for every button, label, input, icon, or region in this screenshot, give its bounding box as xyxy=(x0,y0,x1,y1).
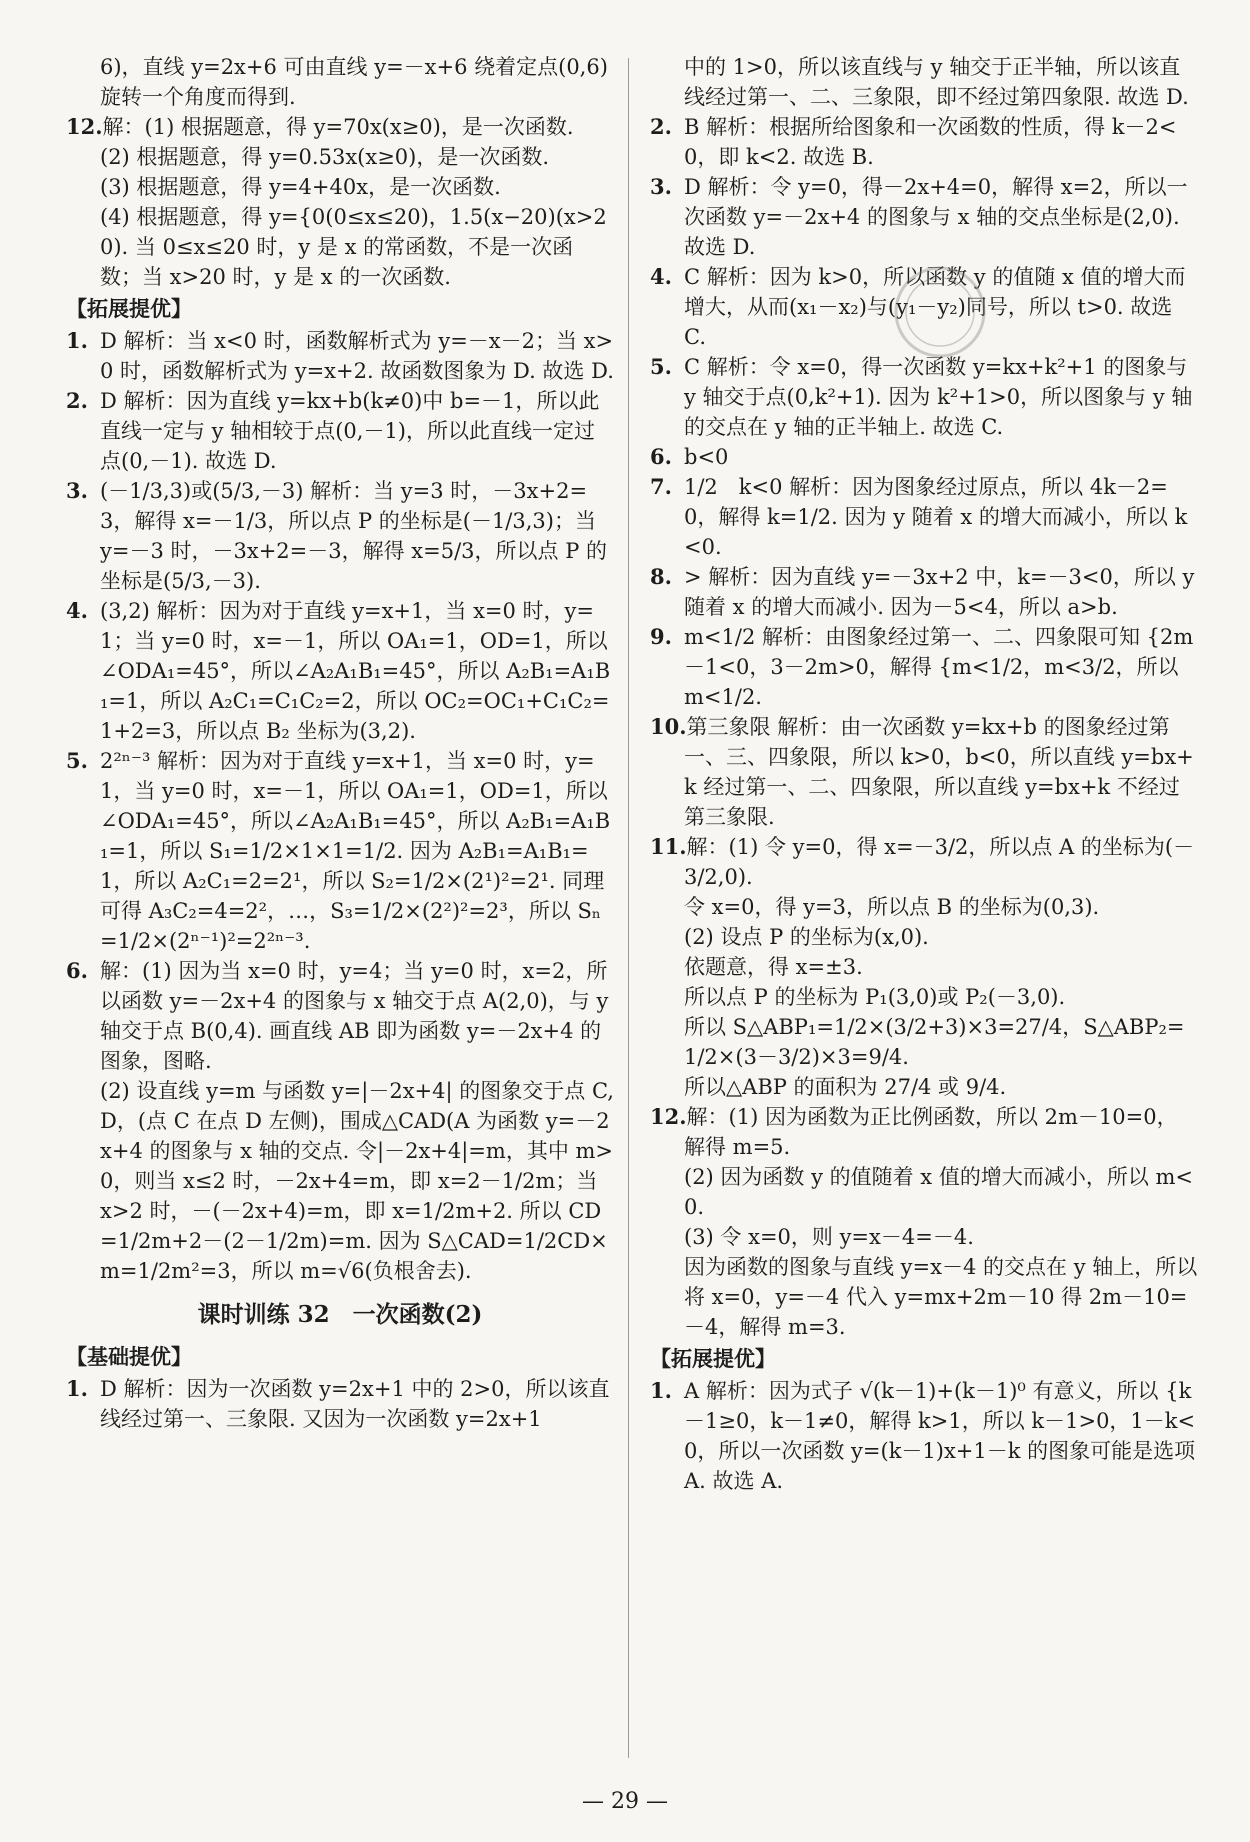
section-heading: 【拓展提优】 xyxy=(650,1346,776,1371)
section-heading: 【基础提优】 xyxy=(66,1344,192,1369)
answer-paragraph xyxy=(66,596,614,746)
answer-paragraph xyxy=(66,112,614,142)
answer-paragraph xyxy=(66,142,614,172)
answer-text: 解：(1) 因为函数为正比例函数，所以 2m－10=0，解得 m=5. xyxy=(684,1105,1178,1159)
item-number: 12. xyxy=(650,1104,687,1129)
answer-text: 所以 S△ABP₁=1/2×(3/2+3)×3=27/4，S△ABP₂=1/2×(3－3/2)×3=9/4. xyxy=(684,1015,1185,1069)
section-title: 课时训练 32 一次函数(2) xyxy=(197,1301,483,1328)
answer-text: 所以点 P 的坐标为 P₁(3,0)或 P₂(－3,0). xyxy=(684,985,1066,1009)
answer-paragraph xyxy=(66,1076,614,1286)
answer-paragraph xyxy=(650,1072,1198,1102)
answer-paragraph xyxy=(650,1102,1198,1162)
answer-paragraph xyxy=(650,1252,1198,1342)
page-number: — 29 — xyxy=(582,1789,668,1814)
answer-text: 因为函数的图象与直线 y=x－4 的交点在 y 轴上，所以将 x=0，y=－4 代入 y=mx+2m－10 得 2m－10=－4，解得 m=3. xyxy=(684,1255,1198,1339)
answer-text: 解：(1) 令 y=0，得 x=－3/2，所以点 A 的坐标为(－3/2,0). xyxy=(684,835,1195,889)
answer-text: 解：(1) 因为当 x=0 时，y=4；当 y=0 时，x=2，所以函数 y=－2x+4 的图象与 x 轴交于点 A(2,0)，与 y 轴交于点 B(0,4). 画直线 AB 即为函数 y=－2x+4 的图象，图略. xyxy=(100,959,609,1073)
stamp-seal xyxy=(880,262,1000,362)
answer-paragraph xyxy=(650,562,1198,622)
answer-text: (2) 根据题意，得 y=0.53x(x≥0)，是一次函数. xyxy=(100,145,550,169)
answer-text: (3,2) 解析：因为对于直线 y=x+1，当 x=0 时，y=1；当 y=0 时，x=－1，所以 OA₁=1，OD=1，所以∠ODA₁=45°，所以∠A₂A₁B₁=45°，所以 A₂B₁=A₁B₁=1，所以 A₂C₁=C₁C₂=2，所以 OC₂=OC₁+C₁C₂=1+2=3，所以点 B₂ 坐标为(3,2). xyxy=(100,599,611,743)
answer-text: D 解析：因为直线 y=kx+b(k≠0)中 b=－1，所以此直线一定与 y 轴相较于点(0,－1)，所以此直线一定过点(0,－1). 故选 D. xyxy=(100,389,600,473)
item-number: 7. xyxy=(650,474,672,499)
answer-paragraph xyxy=(650,712,1198,832)
item-number: 10. xyxy=(650,714,687,739)
answer-text: (4) 根据题意，得 y={0(0≤x≤20)，1.5(x−20)(x>20). 当 0≤x≤20 时，y 是 x 的常函数，不是一次函数；当 x>20 时，y 是 x 的一次函数. xyxy=(100,205,607,289)
answer-paragraph xyxy=(650,1162,1198,1222)
item-number: 1. xyxy=(66,1376,88,1401)
item-number: 12. xyxy=(66,114,103,139)
answer-paragraph xyxy=(650,1012,1198,1072)
answer-text: > 解析：因为直线 y=－3x+2 中，k=－3<0，所以 y 随着 x 的增大而减小. 因为－5<4，所以 a>b. xyxy=(684,565,1195,619)
item-number: 4. xyxy=(650,264,672,289)
answer-text: D 解析：令 y=0，得－2x+4=0，解得 x=2，所以一次函数 y=－2x+4 的图象与 x 轴的交点坐标是(2,0). 故选 D. xyxy=(684,175,1188,259)
answer-text: b<0 xyxy=(684,445,729,469)
answer-paragraph xyxy=(66,202,614,292)
item-number: 5. xyxy=(650,354,672,379)
answer-paragraph xyxy=(650,52,1198,112)
item-number: 3. xyxy=(650,174,672,199)
answer-text: 依题意，得 x=±3. xyxy=(684,955,863,979)
item-number: 9. xyxy=(650,624,672,649)
answer-paragraph xyxy=(650,982,1198,1012)
answer-text: (3) 令 x=0，则 y=x－4=－4. xyxy=(684,1225,974,1249)
answer-paragraph xyxy=(650,1376,1198,1496)
answer-paragraph xyxy=(66,746,614,956)
column-divider xyxy=(628,58,629,1758)
item-number: 1. xyxy=(650,1378,672,1403)
answer-paragraph xyxy=(66,1374,614,1434)
answer-text: 中的 1>0，所以该直线与 y 轴交于正半轴，所以该直线经过第一、二、三象限，即不经过第四象限. 故选 D. xyxy=(684,55,1189,109)
answer-paragraph xyxy=(650,442,1198,472)
answer-text: 第三象限 解析：由一次函数 y=kx+b 的图象经过第一、三、四象限，所以 k>0，b<0，所以直线 y=bx+k 经过第一、二、四象限，所以直线 y=bx+k 不经过第三象限. xyxy=(684,715,1194,829)
item-number: 2. xyxy=(66,388,88,413)
answer-paragraph xyxy=(650,892,1198,922)
answer-text: D 解析：因为一次函数 y=2x+1 中的 2>0，所以该直线经过第一、三象限. 又因为一次函数 y=2x+1 xyxy=(100,1377,610,1431)
answer-paragraph xyxy=(650,112,1198,172)
item-number: 2. xyxy=(650,114,672,139)
answer-paragraph xyxy=(66,386,614,476)
answer-paragraph xyxy=(650,952,1198,982)
item-number: 4. xyxy=(66,598,88,623)
answer-paragraph xyxy=(650,172,1198,262)
answer-paragraph xyxy=(650,472,1198,562)
answer-paragraph xyxy=(66,476,614,596)
item-number: 6. xyxy=(650,444,672,469)
answer-text: 1/2 k<0 解析：因为图象经过原点，所以 4k－2=0，解得 k=1/2. 因为 y 随着 x 的增大而减小，所以 k<0. xyxy=(684,475,1188,559)
answer-paragraph xyxy=(66,326,614,386)
answer-text: 解：(1) 根据题意，得 y=70x(x≥0)，是一次函数. xyxy=(102,115,574,139)
item-number: 6. xyxy=(66,958,88,983)
answer-text: A 解析：因为式子 √(k－1)+(k－1)⁰ 有意义，所以 {k－1≥0，k－1≠0，解得 k>1，所以 k－1>0，1－k<0，所以一次函数 y=(k－1)x+1－k 的图象可能是选项 A. 故选 A. xyxy=(684,1379,1196,1493)
item-number: 1. xyxy=(66,328,88,353)
answer-text: 所以△ABP 的面积为 27/4 或 9/4. xyxy=(684,1075,1007,1099)
answer-text: (3) 根据题意，得 y=4+40x，是一次函数. xyxy=(100,175,501,199)
answer-paragraph xyxy=(650,352,1198,442)
answer-text: (－1/3,3)或(5/3,－3) 解析：当 y=3 时，－3x+2=3，解得 x=－1/3，所以点 P 的坐标是(－1/3,3)；当 y=－3 时，－3x+2=－3，解得 x=5/3，所以点 P 的坐标是(5/3,－3). xyxy=(100,479,608,593)
answer-text: 6)，直线 y=2x+6 可由直线 y=－x+6 绕着定点(0,6)旋转一个角度而得到. xyxy=(100,55,608,109)
answer-text: C 解析：因为 k>0，所以函数 y 的值随 x 值的增大而增大，从而(x₁－x₂)与(y₁－y₂)同号，所以 t>0. 故选 C. xyxy=(684,265,1186,349)
answer-paragraph xyxy=(66,52,614,112)
item-number: 5. xyxy=(66,748,88,773)
answer-text: C 解析：令 x=0，得一次函数 y=kx+k²+1 的图象与 y 轴交于点(0,k²+1). 因为 k²+1>0，所以图象与 y 轴的交点在 y 轴的正半轴上. 故选 C. xyxy=(684,355,1193,439)
item-number: 8. xyxy=(650,564,672,589)
answer-paragraph xyxy=(650,622,1198,712)
answer-paragraph xyxy=(650,1222,1198,1252)
answer-text: (2) 设直线 y=m 与函数 y=|－2x+4| 的图象交于点 C,D，(点 C 在点 D 左侧)，围成△CAD(A 为函数 y=－2x+4 的图象与 x 轴的交点. 令|－2x+4|=m，其中 m>0，则当 x≤2 时，－2x+4=m，即 x=2－1/2m；当 x>2 时，－(－2x+4)=m，即 x=1/2m+2. 所以 CD=1/2m+2－(2－1/2m)=m. 因为 S△CAD=1/2CD×m=1/2m²=3，所以 m=√6(负根舍去). xyxy=(100,1079,614,1283)
answer-paragraph xyxy=(650,922,1198,952)
item-number: 3. xyxy=(66,478,88,503)
answer-text: B 解析：根据所给图象和一次函数的性质，得 k－2<0，即 k<2. 故选 B. xyxy=(684,115,1177,169)
answer-text: (2) 因为函数 y 的值随着 x 值的增大而减小，所以 m<0. xyxy=(684,1165,1194,1219)
answer-text: 令 x=0，得 y=3，所以点 B 的坐标为(0,3). xyxy=(684,895,1100,919)
answer-paragraph xyxy=(650,832,1198,892)
answer-paragraph xyxy=(66,172,614,202)
item-number: 11. xyxy=(650,834,687,859)
answer-paragraph xyxy=(66,956,614,1076)
section-heading: 【拓展提优】 xyxy=(66,296,192,321)
answer-text: 2²ⁿ⁻³ 解析：因为对于直线 y=x+1，当 x=0 时，y=1，当 y=0 时，x=－1，所以 OA₁=1，OD=1，所以∠ODA₁=45°，所以∠A₂A₁B₁=45°，所以 A₂B₁=A₁B₁=1，所以 S₁=1/2×1×1=1/2. 因为 A₂B₁=A₁B₁=1，所以 A₂C₁=2=2¹，所以 S₂=1/2×(2¹)²=2¹. 同理可得 A₃C₂=4=2²，…，S₃=1/2×(2²)²=2³，所以 Sₙ=1/2×(2ⁿ⁻¹)²=2²ⁿ⁻³. xyxy=(100,749,611,953)
answer-text: (2) 设点 P 的坐标为(x,0). xyxy=(684,925,929,949)
left-column xyxy=(66,52,614,1434)
answer-text: m<1/2 解析：由图象经过第一、二、四象限可知 {2m－1<0，3－2m>0，解得 {m<1/2，m<3/2，所以 m<1/2. xyxy=(684,625,1194,709)
answer-text: D 解析：当 x<0 时，函数解析式为 y=－x－2；当 x>0 时，函数解析式为 y=x+2. 故函数图象为 D. 故选 D. xyxy=(100,329,614,383)
